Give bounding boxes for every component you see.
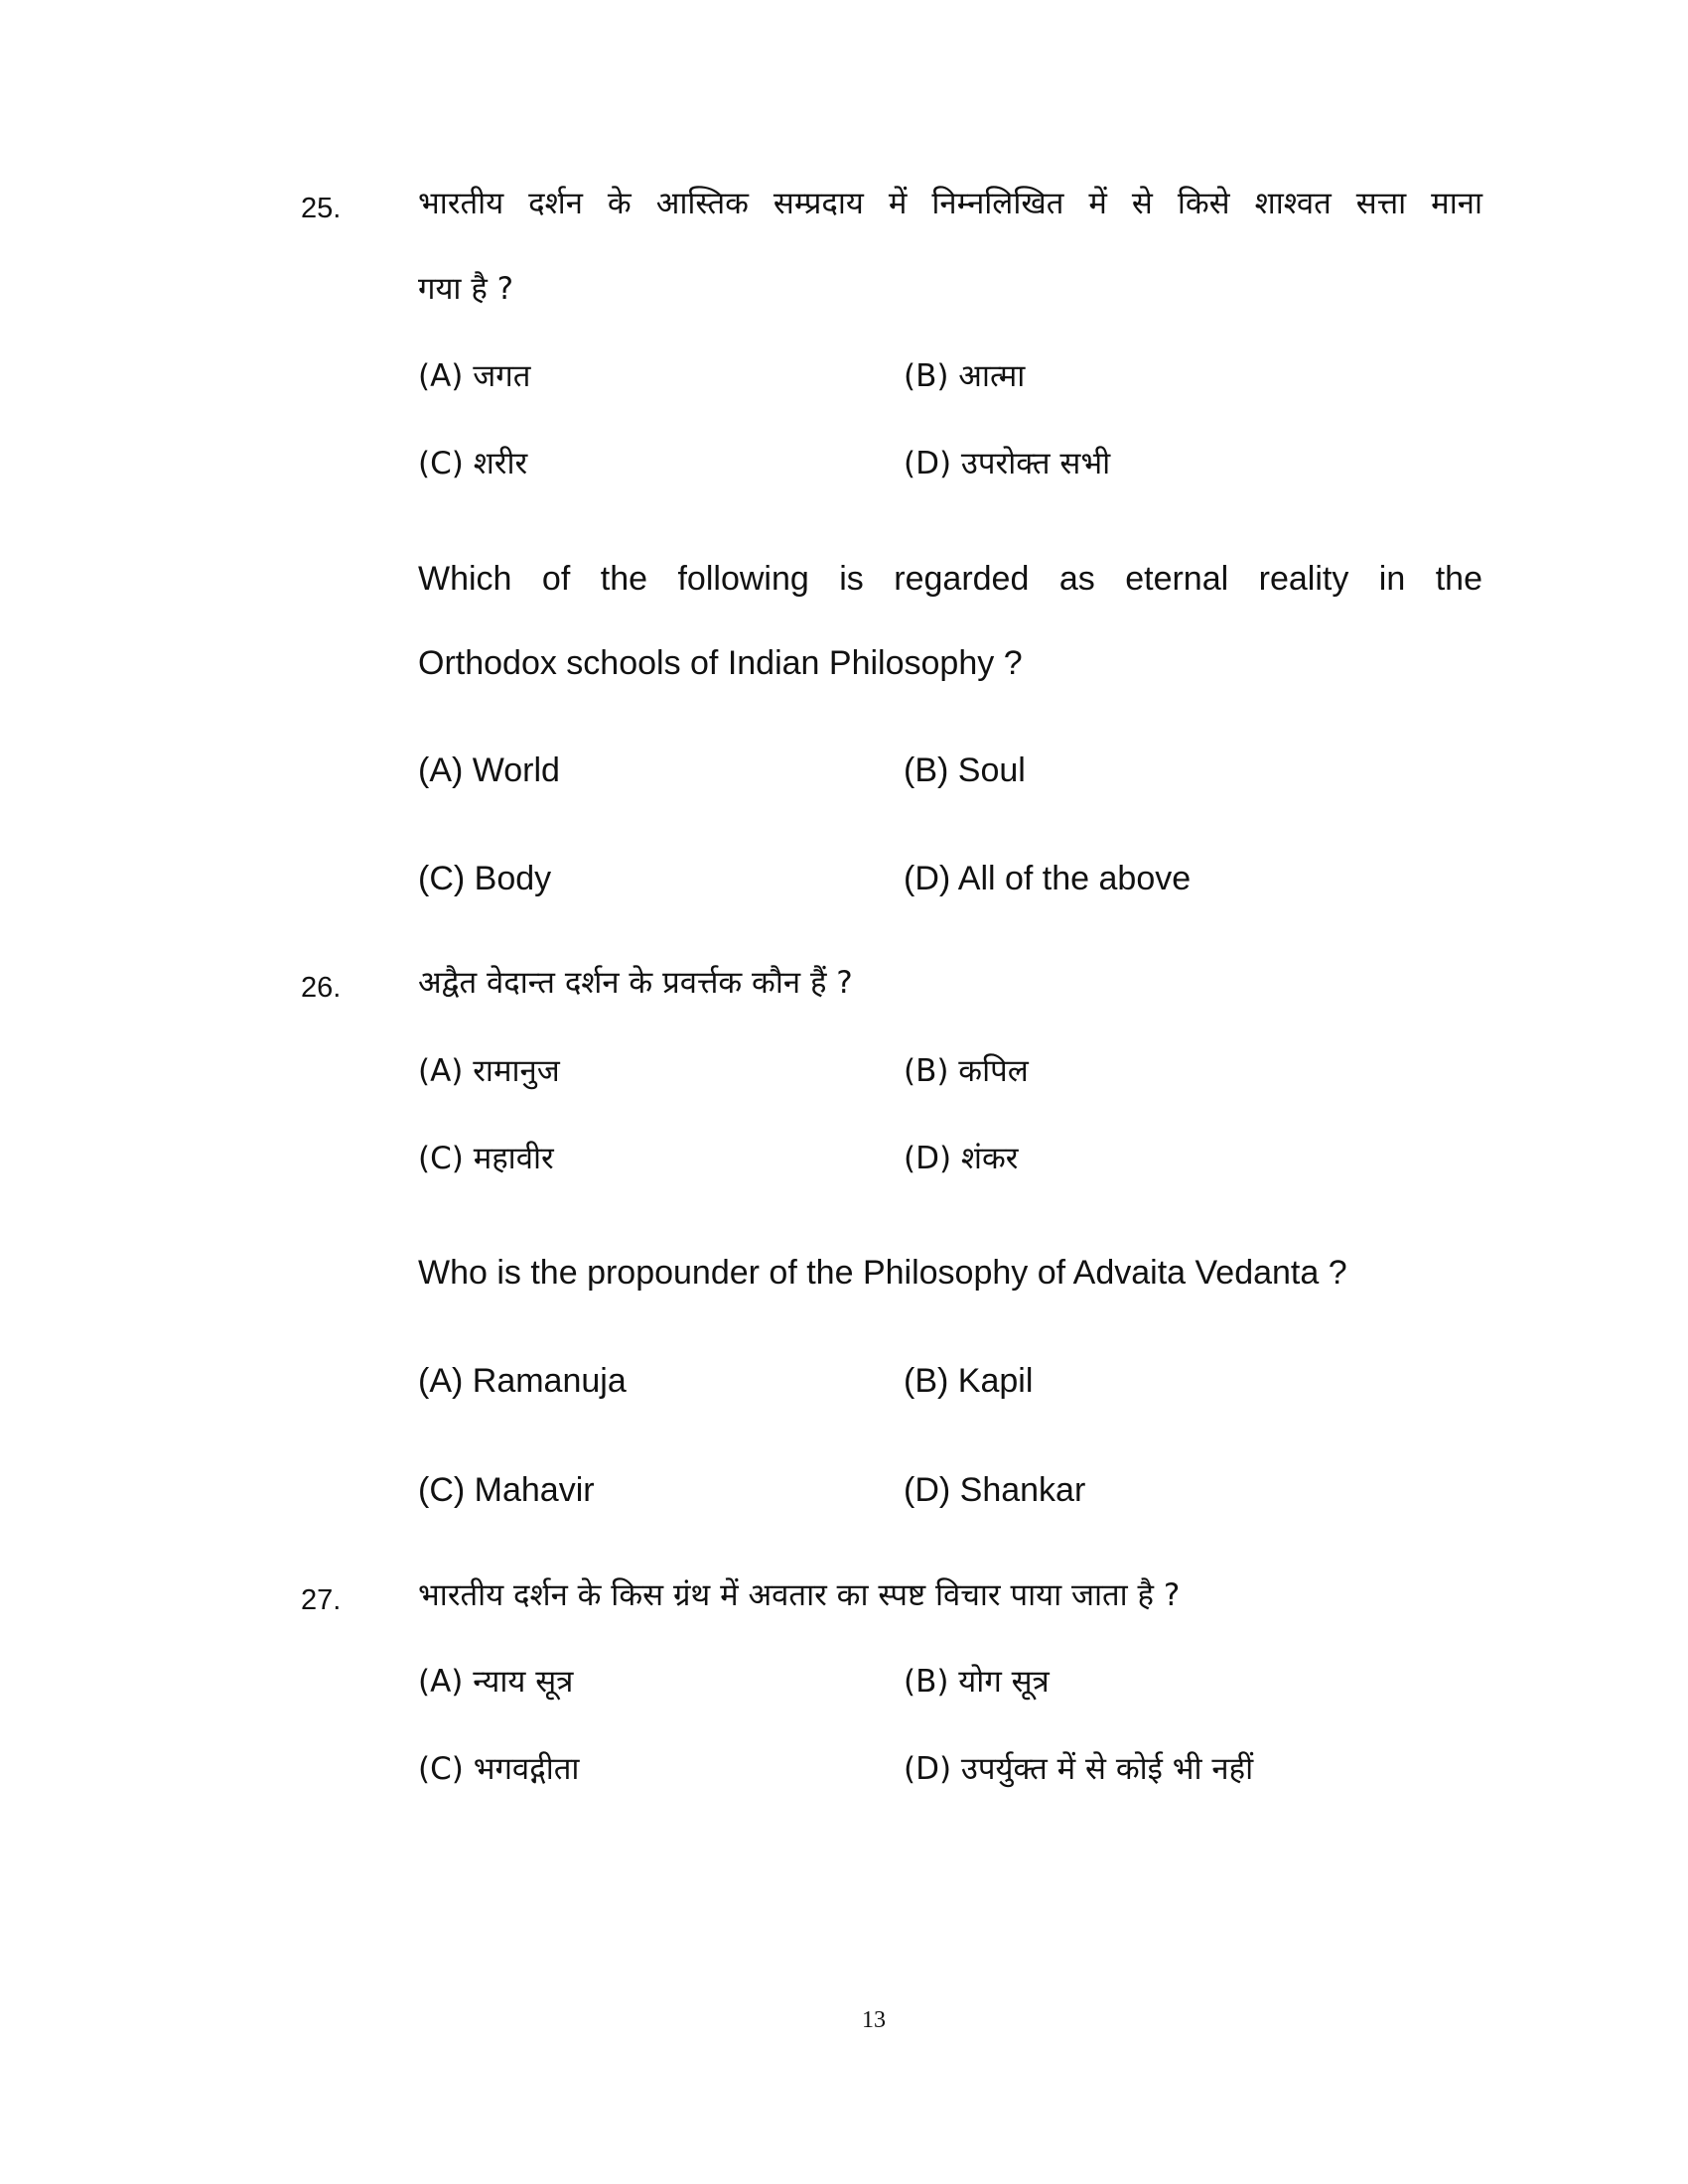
option-d-english: (D) Shankar (904, 1471, 1086, 1509)
option-a-hindi: (A) न्याय सूत्र (418, 1664, 574, 1700)
option-c-hindi: (C) भगवद्गीता (418, 1751, 580, 1787)
question-number: 25. (301, 193, 342, 224)
option-b-hindi: (B) योग सूत्र (904, 1664, 1050, 1700)
option-d-english: (D) All of the above (904, 860, 1192, 897)
question-text-hindi-line1: भारतीय दर्शन के आस्तिक सम्प्रदाय में निम्नलिखित में से किसे शाश्वत सत्ता माना (418, 186, 1482, 221)
option-c-english: (C) Body (418, 860, 552, 897)
question-text-english-line1: Who is the propounder of the Philosophy of Advaita Vedanta ? (418, 1254, 1347, 1292)
option-b-english: (B) Soul (904, 751, 1026, 789)
page-number: 13 (862, 2007, 886, 2033)
option-a-hindi: (A) जगत (418, 358, 531, 394)
option-b-hindi: (B) कपिल (904, 1053, 1029, 1089)
option-d-hindi: (D) उपर्युक्त में से कोई भी नहीं (904, 1751, 1254, 1787)
question-text-hindi-line2: गया है ? (418, 271, 514, 307)
question-text-english-line1: Which of the following is regarded as eternal reality in the (418, 560, 1482, 598)
question-text-hindi-line1: भारतीय दर्शन के किस ग्रंथ में अवतार का स्पष्ट विचार पाया जाता है ? (418, 1577, 1181, 1613)
option-a-english: (A) World (418, 751, 560, 789)
question-text-english-line2: Orthodox schools of Indian Philosophy ? (418, 644, 1023, 682)
question-number: 27. (301, 1584, 342, 1616)
question-text-hindi-line1: अद्वैत वेदान्त दर्शन के प्रवर्त्तक कौन हैं ? (418, 965, 853, 1001)
option-c-english: (C) Mahavir (418, 1471, 595, 1509)
option-b-english: (B) Kapil (904, 1362, 1034, 1400)
option-c-hindi: (C) शरीर (418, 446, 528, 481)
option-c-hindi: (C) महावीर (418, 1141, 554, 1176)
option-a-english: (A) Ramanuja (418, 1362, 627, 1400)
option-d-hindi: (D) शंकर (904, 1141, 1019, 1176)
question-number: 26. (301, 972, 342, 1004)
option-a-hindi: (A) रामानुज (418, 1053, 560, 1089)
option-d-hindi: (D) उपरोक्त सभी (904, 446, 1111, 481)
option-b-hindi: (B) आत्मा (904, 358, 1026, 394)
